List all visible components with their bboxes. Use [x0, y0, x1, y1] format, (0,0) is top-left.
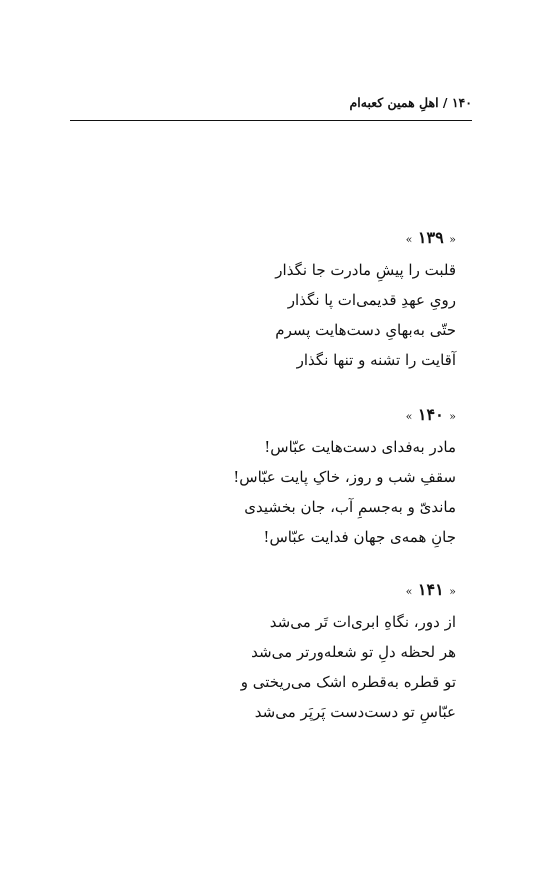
poem-number-heading: [166, 225, 456, 251]
open-quote: «: [449, 410, 456, 423]
verse-line: ماندیّ و به‌جسمِ آب، جان بخشیدی: [244, 498, 456, 516]
poem-number: ۱۴۰: [417, 405, 444, 424]
poem-number: ۱۴۱: [417, 580, 444, 599]
poem-141: [166, 577, 456, 727]
verse-line: رویِ عهدِ قدیمی‌ات پا نگذار: [287, 291, 456, 309]
book-title: اهلِ همین کعبه‌ام: [349, 95, 439, 110]
poem-number-heading: [166, 402, 456, 428]
verse-line: آقایت را تشنه و تنها نگذار: [296, 351, 456, 369]
verse-line: سقفِ شب و روز، خاکِ پایت عبّاس!: [233, 468, 456, 486]
header-separator: /: [442, 95, 448, 110]
open-quote: «: [449, 233, 456, 246]
poem-140: [166, 402, 456, 552]
close-quote: »: [405, 410, 413, 423]
page-number: ۱۴۰: [451, 95, 472, 110]
verse-line: تو قطره به‌قطره اشک می‌ریختی و: [240, 673, 456, 691]
verse-line: قلبت را پیشِ مادرت جا نگذار: [275, 261, 456, 279]
verse-line: مادر به‌فدای دست‌هایت عبّاس!: [264, 438, 456, 456]
poem-number-heading: [166, 577, 456, 603]
poem-number: ۱۳۹: [417, 228, 444, 247]
verse-line: هر لحظه دلِ تو شعله‌ورتر می‌شد: [251, 643, 456, 661]
running-header: [70, 90, 472, 121]
open-quote: «: [449, 585, 456, 598]
verse-line: حتّی به‌بهایِ دست‌هایت پسرم: [275, 321, 456, 339]
verse-line: عبّاسِ تو دست‌دست پَرپَر می‌شد: [254, 703, 456, 721]
verse-line: جانِ همه‌ی جهان فدایت عبّاس!: [263, 528, 456, 546]
verse-line: از دور، نگاهِ ابری‌ات تَر می‌شد: [269, 613, 456, 631]
close-quote: »: [405, 233, 413, 246]
poem-139: [166, 225, 456, 375]
close-quote: »: [405, 585, 413, 598]
